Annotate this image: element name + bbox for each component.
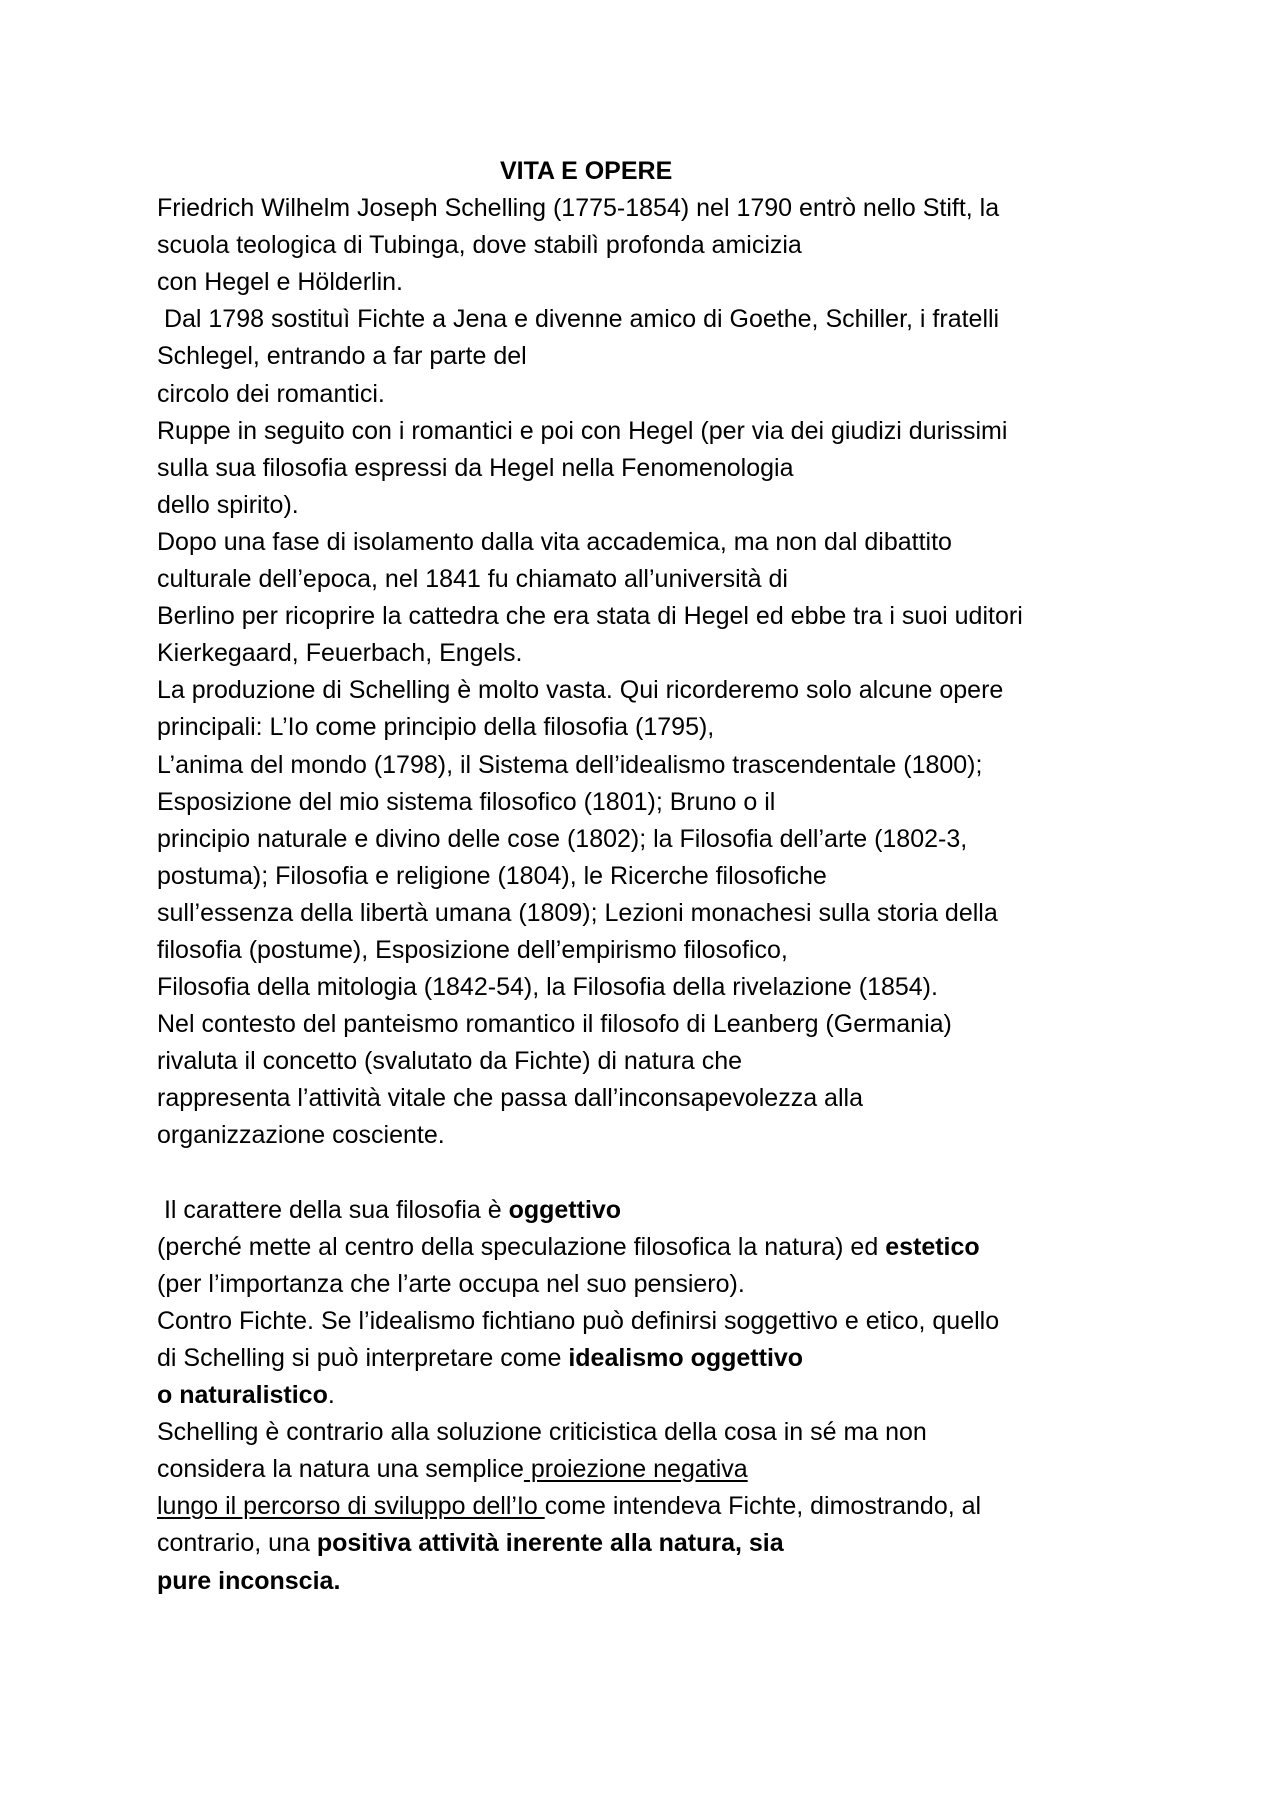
text-run: contrario, una [157,1529,317,1558]
text-run: Il carattere della sua filosofia è [157,1195,509,1224]
bold-term: o naturalistico [157,1381,328,1410]
bold-term: idealismo oggettivo [568,1344,804,1372]
text-line: Dopo una fase di isolamento dalla vita accademica, ma non dal dibattito [157,527,952,556]
text-line: principio naturale e divino delle cose (1802); la Filosofia dell’arte (1802-3, [157,824,968,853]
text-line: Dal 1798 sostituì Fichte a Jena e divenne amico di Goethe, Schiller, i fratelli [157,305,1000,334]
text-line: scuola teologica di Tubinga, dove stabilì profonda amicizia [157,231,802,260]
text-line: La produzione di Schelling è molto vasta. Qui ricorderemo solo alcune opere [157,676,1004,705]
text-run: . [327,1381,335,1410]
bold-term: estetico [885,1232,980,1261]
underlined-phrase: lungo il percorso di sviluppo dell’Io [157,1492,545,1521]
bold-term: oggettivo [508,1195,622,1224]
text-line: con Hegel e Hölderlin. [157,268,403,297]
text-line: culturale dell’epoca, nel 1841 fu chiamato all’università di [157,565,788,594]
text-line: rivaluta il concetto (svalutato da Fichte) di natura che [157,1047,743,1076]
text-run: di Schelling si può interpretare come [157,1344,569,1372]
text-run: (perché mette al centro della speculazione filosofica la natura) ed [157,1232,886,1261]
text-line [157,1488,1157,1525]
text-line: Schlegel, entrando a far parte del [157,342,527,371]
text-line: dello spirito). [157,490,299,519]
text-line: Friedrich Wilhelm Joseph Schelling (1775-1854) nel 1790 entrò nello Stift, la [157,194,1000,223]
text-line: Ruppe in seguito con i romantici e poi con Hegel (per via dei giudizi durissimi [157,416,1008,445]
text-line: L’anima del mondo (1798), il Sistema dell’idealismo trascendentale (1800); [157,750,983,779]
text-line: Nel contesto del panteismo romantico il filosofo di Leanberg (Germania) [157,1010,952,1039]
text-line: organizzazione cosciente. [157,1121,445,1150]
text-line [157,1563,1157,1600]
text-run: considera la natura una semplice [157,1455,524,1484]
text-line: filosofia (postume), Esposizione dell’empirismo filosofico, [157,935,788,964]
text-line: Contro Fichte. Se l’idealismo fichtiano può definirsi soggettivo e etico, quello [157,1306,1000,1335]
document-body [157,153,1157,1600]
text-line: Schelling è contrario alla soluzione criticistica della cosa in sé ma non [157,1418,927,1447]
text-line [157,1451,1157,1488]
text-line [157,1525,1157,1562]
text-line [157,1340,1157,1377]
text-line [157,1229,1157,1266]
bio-section [157,190,1157,1154]
text-line [157,1192,1157,1229]
bold-term: positiva attività inerente alla natura, sia [316,1529,784,1558]
text-line: Esposizione del mio sistema filosofico (1801); Bruno o il [157,787,776,816]
underlined-phrase: proiezione negativa [523,1455,748,1484]
text-line: rappresenta l’attività vitale che passa dall’inconsapevolezza alla [157,1084,863,1113]
character-section [157,1192,1157,1600]
text-line: circolo dei romantici. [157,379,385,408]
bold-term: pure inconscia. [157,1566,341,1595]
text-line: principali: L’Io come principio della filosofia (1795), [157,713,715,742]
text-line: Kierkegaard, Feuerbach, Engels. [157,639,523,668]
text-line: postuma); Filosofia e religione (1804), le Ricerche filosofiche [157,861,827,890]
text-line: Filosofia della mitologia (1842-54), la Filosofia della rivelazione (1854). [157,973,938,1002]
text-line: Berlino per ricoprire la cattedra che era stata di Hegel ed ebbe tra i suoi uditori [157,602,1023,631]
page-title: VITA E OPERE [500,157,673,185]
text-line: sull’essenza della libertà umana (1809); Lezioni monachesi sulla storia della [157,898,998,927]
text-line [157,1377,1157,1414]
text-line: sulla sua filosofia espressi da Hegel nella Fenomenologia [157,453,794,482]
text-line: (per l’importanza che l’arte occupa nel suo pensiero). [157,1269,745,1298]
paragraph-spacer [157,1155,1157,1192]
text-run: come intendeva Fichte, dimostrando, al [544,1492,982,1521]
